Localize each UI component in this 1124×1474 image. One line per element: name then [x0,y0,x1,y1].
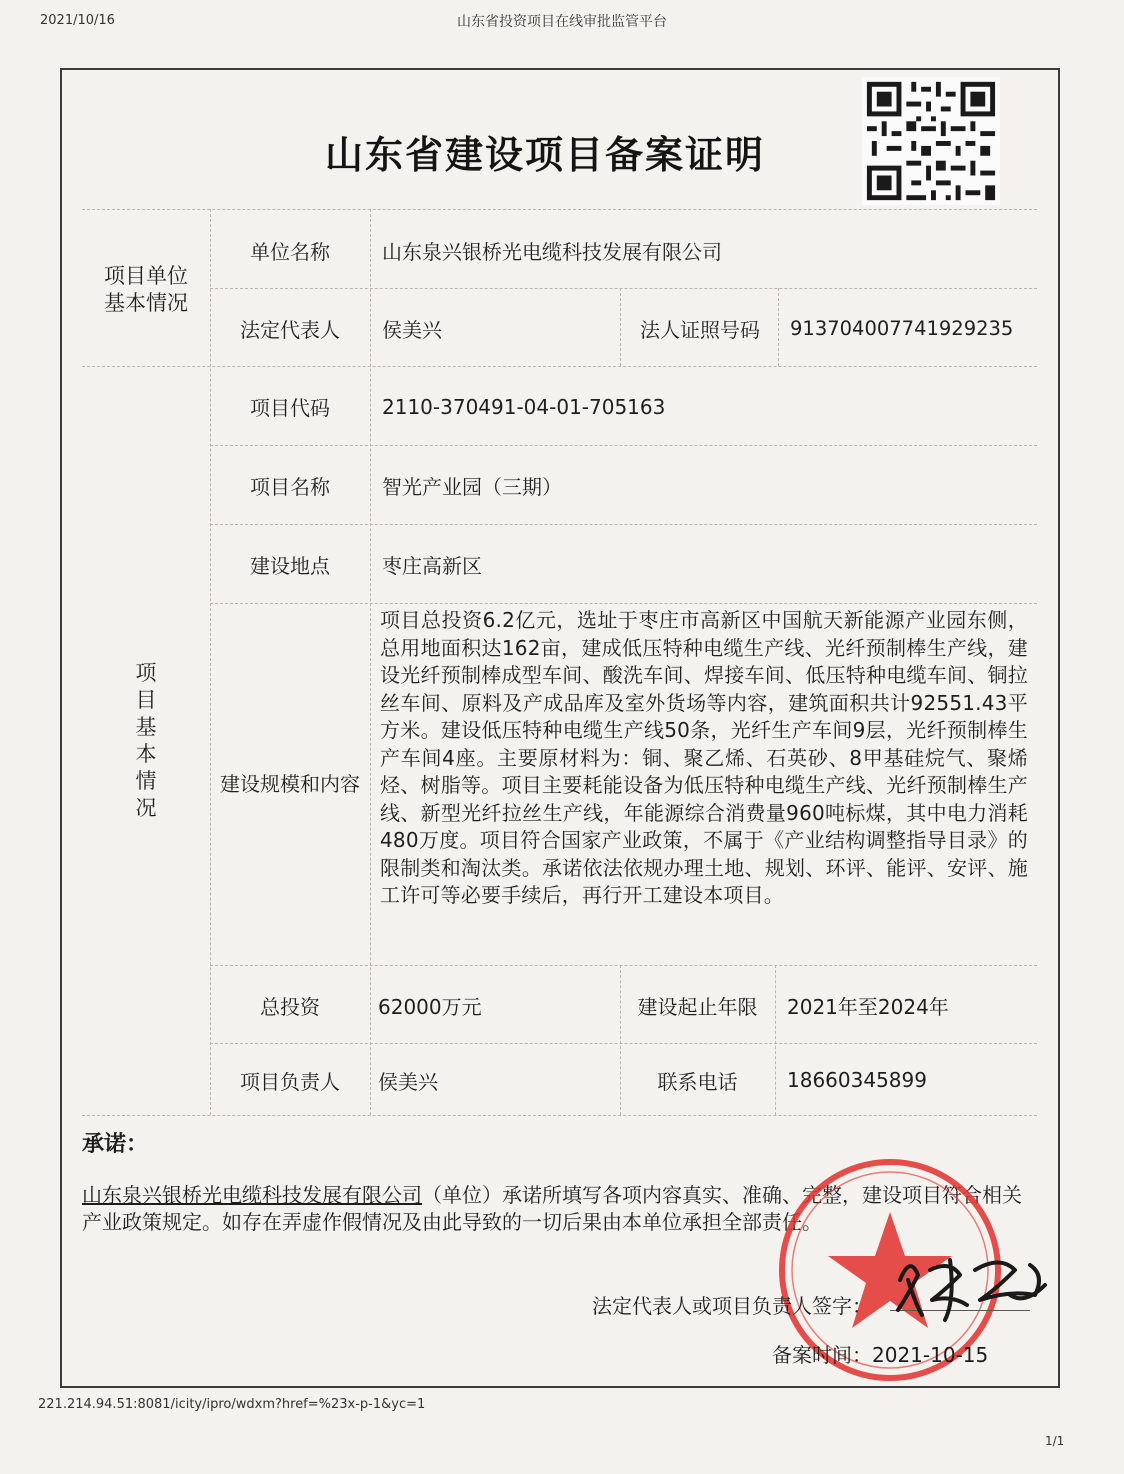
phone-value: 18660345899 [787,1068,927,1092]
table-rule [778,288,779,366]
page-number: 1/1 [1045,1434,1065,1448]
legal-rep-value: 侯美兴 [382,317,442,342]
project-name-label: 项目名称 [250,475,330,499]
table-rule [210,524,1037,525]
table-rule [82,209,1037,210]
table-rule [210,288,1037,289]
table-rule [82,1115,1037,1116]
license-value: 913704007741929235 [790,316,1014,340]
legal-rep-label: 法定代表人 [240,317,340,342]
phone-label: 联系电话 [657,1069,738,1094]
table-rule [210,445,1037,446]
promise-company: 山东泉兴银桥光电缆科技发展有限公司 [82,1183,422,1207]
location-value: 枣庄高新区 [382,554,482,578]
period-value: 2021年至2024年 [787,994,949,1019]
scope-label: 建设规模和内容 [220,771,360,796]
project-code-label: 项目代码 [250,396,330,420]
signature-label: 法定代表人或项目负责人签字： [592,1294,872,1318]
location-label: 建设地点 [250,554,330,578]
table-rule [620,288,621,366]
promise-body: （单位）承诺所填写各项内容真实、准确、完整，建设项目符合相关产业政策规定。如存在弄虚作假情况及由此导致的一切后果由本单位承担全部责任。 [82,1183,1022,1234]
manager-value: 侯美兴 [378,1069,438,1094]
handwritten-signature [880,1240,1060,1330]
filing-date-label: 备案时间： [772,1343,872,1367]
project-section-label: 项目基本情况 [135,660,157,820]
unit-name-value: 山东泉兴银桥光电缆科技发展有限公司 [382,239,722,264]
investment-label: 总投资 [260,994,320,1019]
qr-code-icon [862,76,1000,206]
page-url: 221.214.94.51:8081/icity/ipro/wdxm?href=%23x-p-1&yc=1 [38,1397,426,1412]
table-rule [775,965,776,1115]
project-name-value: 智光产业园（三期） [382,475,562,499]
filing-date [772,1339,988,1368]
license-label: 法人证照号码 [640,317,760,342]
investment-value: 62000万元 [378,994,482,1019]
table-rule [210,1043,1037,1044]
promise-heading: 承诺： [82,1132,149,1157]
project-code-value: 2110-370491-04-01-705163 [382,394,666,419]
unit-section-label: 项目单位基本情况 [104,263,188,315]
period-label: 建设起止年限 [637,994,758,1019]
scope-value: 项目总投资6.2亿元，选址于枣庄市高新区中国航天新能源产业园东侧，总用地面积达162亩，建成低压特种电缆生产线、光纤预制棒生产线，建设光纤预制棒成型车间、酸洗车间、焊接车间、低压特种电缆车间、铜拉丝车间、原料及产成品库及室外货场等内容，建筑面积共计92551.43平方米。建设低压特种电缆生产线50条，光纤生产车间9层，光纤预制棒生产车间4座。主要原材料为：铜、聚乙烯、石英砂、8甲基硅烷气、聚烯烃、树脂等。项目主要耗能设备为低压特种电缆生产线、光纤预制棒生产线、新型光纤拉丝生产线，年能源综合消费量960吨标煤，其中电力消耗480万度。项目符合国家产业政策，不属于《产业结构调整指导目录》的限制类和淘汰类。承诺依法依规办理土地、规划、环评、能评、安评、施工许可等必要手续后，再行开工建设本项目。 [380,608,1028,907]
table-rule [210,965,1037,966]
document-title: 山东省建设项目备案证明 [325,133,766,177]
filing-date-value: 2021-10-15 [872,1343,989,1367]
manager-label: 项目负责人 [240,1069,340,1094]
platform-name: 山东省投资项目在线审批监管平台 [457,14,667,30]
unit-name-label: 单位名称 [250,239,330,264]
table-rule [370,209,371,1115]
table-rule [82,366,1037,367]
print-date: 2021/10/16 [40,13,115,28]
